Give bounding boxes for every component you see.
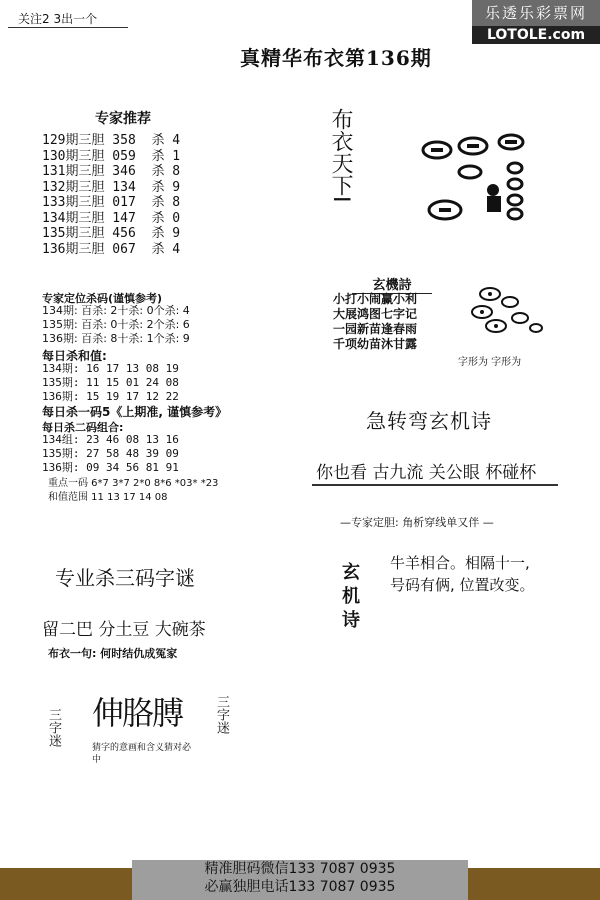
brand-cn: 乐透乐彩票网 (484, 4, 587, 22)
kill-riddle-answers: 留二巴 分土豆 大碗茶 (42, 620, 206, 640)
list-item: 牛羊相合。相隔十一, (390, 554, 530, 572)
page-title: 真精华布衣第136期 (240, 46, 432, 70)
footer-wechat: 精准胆码微信133 7087 0935 (204, 861, 396, 877)
top-note-underline (8, 27, 128, 28)
expert-heading: 专家推荐 (95, 111, 151, 127)
position-kill-title: 专家定位杀码(谨慎参考) (42, 292, 163, 305)
list-item: 134组: 23 46 08 13 16 (42, 433, 179, 446)
list-item: 136期: 15 19 17 12 22 (42, 390, 179, 403)
brand-logo[interactable] (472, 0, 600, 42)
daily-sum-title: 每日杀和值: (42, 349, 107, 363)
list-item: 一园新苗逢春雨 (333, 322, 418, 336)
list-item: 135期: 百杀: 0十杀: 2个杀: 6 (42, 318, 190, 331)
list-item: 134期三胆 147 杀 0 (42, 210, 181, 226)
list-item: 129期三胆 358 杀 4 (42, 133, 181, 148)
list-item: 大展鸿图七字记 (333, 307, 418, 321)
riddle-label-right: 三字迷 (214, 695, 229, 734)
kill-riddle-title: 专业杀三码字谜 (55, 566, 195, 590)
riddle-note: 猜字的意画和含义猜对必中 (92, 743, 192, 765)
expert-line: —专家定胆: 角析穿线单又伴 — (340, 516, 494, 529)
mystery-poem-text (390, 552, 535, 596)
top-note: 关注2 3出一个 (18, 12, 98, 26)
brand-en: LOTOLE.com (472, 26, 600, 44)
list-item: 135期三胆 456 杀 9 (42, 226, 181, 241)
small-coin-image (460, 282, 550, 342)
list-item: 133期三胆 017 杀 8 (42, 195, 181, 210)
list-item: 134期: 16 17 13 08 19 (42, 362, 179, 375)
riddle-characters: 伸胳膊 (92, 694, 183, 732)
riddle-label-left: 三字迷 (46, 708, 61, 747)
turn-poem-answers: 你也看 古九流 关公眼 杯碰杯 (316, 463, 537, 483)
list-item: 135期: 27 58 48 39 09 (42, 447, 179, 460)
divider (312, 484, 558, 486)
list-item: 131期三胆 346 杀 8 (42, 164, 181, 179)
one-code-line: 每日杀一码5《上期准, 谨慎参考》 (42, 405, 228, 419)
footer-contact[interactable] (132, 860, 468, 900)
expert-list (42, 133, 180, 257)
list-item: 号码有俩, 位置改变。 (390, 576, 535, 594)
two-code-title: 每日杀二码组合: (42, 421, 124, 434)
shape-labels: 字形为 字形为 (458, 357, 522, 368)
turn-poem-title: 急转弯玄机诗 (366, 409, 492, 433)
buyi-world-title: 布衣天下I (328, 108, 353, 203)
list-item: 130期三胆 059 杀 1 (42, 148, 181, 164)
list-item: 136期三胆 067 杀 4 (42, 241, 181, 257)
coin-cluster-icon (460, 282, 550, 342)
coin-pattern-image (415, 128, 535, 228)
buyi-quote: 布衣一句: 何时结仇成冤家 (48, 647, 178, 660)
footer-phone: 必赢独胆电话133 7087 0935 (204, 879, 396, 895)
sum-range: 和值范围 11 13 17 14 08 (48, 492, 168, 503)
list-item: 小打小闹赢小利 (333, 292, 418, 306)
key-points: 重点一码 6*7 3*7 2*0 8*6 *03* *23 (48, 478, 219, 489)
mystic-poem-lines (333, 292, 417, 352)
list-item: 134期: 百杀: 2十杀: 0个杀: 4 (42, 304, 190, 317)
daily-sum-list (42, 362, 179, 404)
list-item: 136期: 09 34 56 81 91 (42, 461, 179, 474)
list-item: 135期: 11 15 01 24 08 (42, 376, 179, 389)
position-kill-list (42, 304, 190, 346)
two-code-list (42, 433, 179, 475)
list-item: 132期三胆 134 杀 9 (42, 179, 181, 195)
mystery-poem-vertical: 玄机诗 (339, 562, 360, 634)
list-item: 千项幼苗沐甘露 (333, 337, 418, 351)
list-item: 136期: 百杀: 8十杀: 1个杀: 9 (42, 332, 190, 345)
coin-pattern-icon (415, 128, 535, 228)
mystic-poem-title: 玄機詩 (352, 274, 432, 294)
